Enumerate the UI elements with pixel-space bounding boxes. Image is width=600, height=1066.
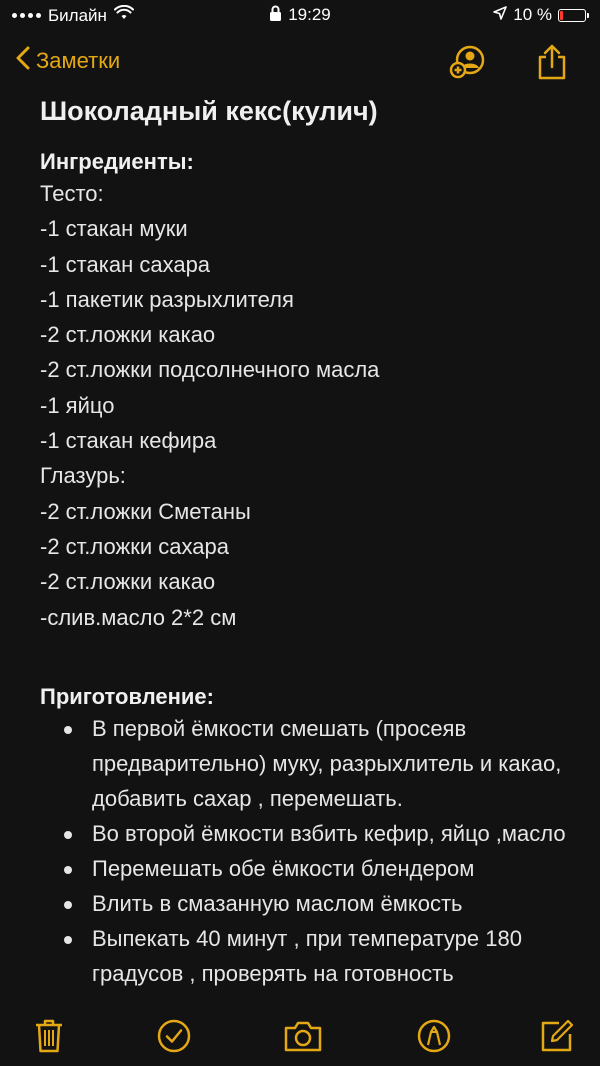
nav-actions: [448, 42, 572, 82]
note-body[interactable]: [40, 92, 580, 991]
note-line: -2 ст.ложки подсолнечного масла: [40, 357, 380, 383]
note-line: -2 ст.ложки какао: [40, 569, 216, 595]
bottom-toolbar: [0, 1006, 600, 1066]
carrier-label: Билайн: [48, 5, 107, 25]
note-line: Глазурь:: [40, 463, 126, 489]
note-line: -1 стакан кефира: [40, 428, 217, 454]
battery-percent: 10 %: [513, 5, 552, 24]
status-right: [493, 5, 586, 25]
list-item: Влить в смазанную маслом ёмкость: [40, 886, 580, 921]
list-item: Перемешать обе ёмкости блендером: [40, 851, 580, 886]
note-line: -2 ст.ложки какао: [40, 322, 216, 348]
location-icon: [493, 5, 507, 25]
back-button[interactable]: [16, 46, 120, 76]
note-line: -2 ст.ложки сахара: [40, 533, 229, 559]
compose-icon[interactable]: [535, 1014, 579, 1058]
note-line: -1 яйцо: [40, 392, 115, 418]
battery-icon: [558, 9, 586, 22]
share-icon[interactable]: [532, 42, 572, 82]
note-line: Тесто:: [40, 181, 104, 206]
markup-icon[interactable]: [412, 1014, 456, 1058]
back-label: Заметки: [36, 48, 121, 73]
list-item: Во второй ёмкости взбить кефир, яйцо ,масло: [40, 816, 580, 851]
note-title: Шоколадный кекс(кулич): [40, 96, 378, 126]
list-item: В первой ёмкости смешать (просеяв предварительно) муку, разрыхлитель и какао, добавить сахар , перемешать.: [40, 711, 580, 816]
add-person-icon[interactable]: [448, 42, 488, 82]
prep-steps-list: [40, 711, 580, 991]
note-line: -1 пакетик разрыхлителя: [40, 286, 294, 312]
note-line: -1 стакан муки: [40, 216, 188, 242]
lock-icon: [269, 5, 282, 27]
chevron-left-icon: [16, 46, 30, 76]
list-item: Выпекать 40 минут , при температуре 180 градусов , проверять на готовность: [40, 921, 580, 991]
prep-heading: Приготовление:: [40, 683, 214, 709]
ingredients-heading: Ингредиенты:: [40, 149, 194, 174]
trash-icon[interactable]: [27, 1014, 71, 1058]
nav-bar: [0, 38, 600, 86]
note-line: -слив.масло 2*2 см: [40, 604, 237, 630]
checklist-icon[interactable]: [152, 1014, 196, 1058]
note-line: -1 стакан сахара: [40, 251, 211, 277]
note-blank-line: [40, 635, 580, 683]
note-line: -2 ст.ложки Сметаны: [40, 498, 251, 524]
camera-icon[interactable]: [281, 1014, 325, 1058]
status-bar: [0, 0, 600, 32]
status-time: 19:29: [288, 5, 331, 24]
